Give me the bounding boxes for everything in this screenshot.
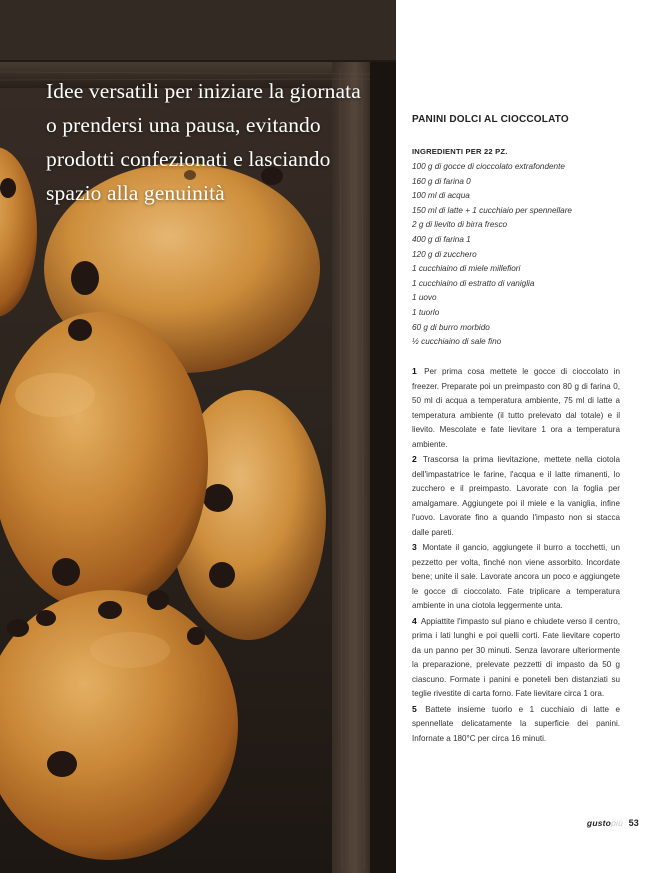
ingredient-item: 120 g di zucchero [412, 249, 477, 259]
step-number: 2 [412, 454, 417, 464]
step-paragraph [412, 364, 620, 452]
step-number: 1 [412, 366, 417, 376]
ingredients-heading: INGREDIENTI PER 22 PZ. [412, 147, 508, 156]
step-paragraph [412, 540, 620, 614]
step-text: Trascorsa la prima lievitazione, mettete nella ciotola dell'impastatrice le farine, l'acqua e il latte rimanenti, lo zucchero e il preimpasto. Lavorate con la foglia per amalgamare. Aggiungete poi il miele e la vaniglia, infine l'uovo. Lavorate fino a quando l'impasto non si stacca dalle pareti. [412, 455, 620, 537]
ingredient-item: 1 cucchiaino di miele millefiori [412, 264, 521, 274]
ingredient-item: 400 g di farina 1 [412, 234, 471, 244]
ingredient-item: 160 g di farina 0 [412, 176, 471, 186]
ingredient-item: 60 g di burro morbido [412, 322, 490, 332]
step-number: 5 [412, 703, 417, 714]
ingredient-item: 100 ml di acqua [412, 191, 470, 201]
headline: Idee versatili per iniziare la giornata o prendersi una pausa, evitando prodotti confezionati e lasciando spazio alla genuinità [46, 79, 361, 205]
ingredient-item: 100 g di gocce di cioccolato extrafondente [412, 162, 565, 171]
method-steps [412, 364, 620, 746]
ingredient-item: 150 ml di latte + 1 cucchiaio per spennellare [412, 205, 572, 215]
recipe-column [412, 0, 624, 873]
page-number: 53 [628, 818, 639, 828]
step-text: Battete insieme tuorlo e 1 cucchiaio di latte e spennellate delicatamente la superficie dei panini. Infornate a 180°C per circa 16 minuti. [412, 704, 620, 743]
step-number: 3 [412, 542, 417, 552]
step-paragraph [412, 452, 620, 540]
ingredient-item: 1 tuorlo [412, 307, 440, 317]
ingredient-item: 2 g di lievito di birra fresco [412, 220, 508, 230]
step-number: 4 [412, 615, 417, 626]
magazine-brand: gusto [586, 818, 612, 828]
step-text: Appiattite l'impasto sul piano e chiudete verso il centro, prima i lati lunghi e poi quelli corti. Fate lievitare coperto da un panno per 30 minuti. Senza lavorare ulteriormente la preparazione, prelevate pezzetti di impasto da 50 g ciascuno. Formate i panini e poneteli ben distanziati su teglie rivestite di carta forno. Fate lievitare circa 1 ora. [412, 616, 620, 698]
step-text: Montate il gancio, aggiungete il burro a tocchetti, un pezzetto per volta, finché non viene assorbito. Incordate bene; unite il sale. Lavorate ancora un poco e aggiungete le gocce di cioccolato. Fate triplicare a temperatura ambiente in una ciotola leggermente unta. [412, 543, 621, 610]
step-paragraph [412, 614, 620, 702]
ingredients-list [412, 160, 572, 350]
recipe-title: PANINI DOLCI AL CIOCCOLATO [412, 114, 569, 125]
magazine-brand-suffix: più [611, 818, 624, 828]
ingredient-item: 1 cucchiaino di estratto di vaniglia [412, 278, 535, 288]
page-footer [587, 818, 639, 828]
ingredient-item: ½ cucchiaino di sale fino [412, 337, 502, 347]
step-text: Per prima cosa mettete le gocce di cioccolato in freezer. Preparate poi un preimpasto con 80 g di farina 0, 50 ml di acqua a temperatura ambiente, 75 ml di latte a temperatura ambiente (il tutto prelevato dal totale) e il lievito. Mescolate e fate lievitare 1 ora a temperatura ambiente. [412, 367, 620, 449]
ingredient-item: 1 uovo [412, 293, 437, 303]
step-paragraph [412, 702, 620, 747]
